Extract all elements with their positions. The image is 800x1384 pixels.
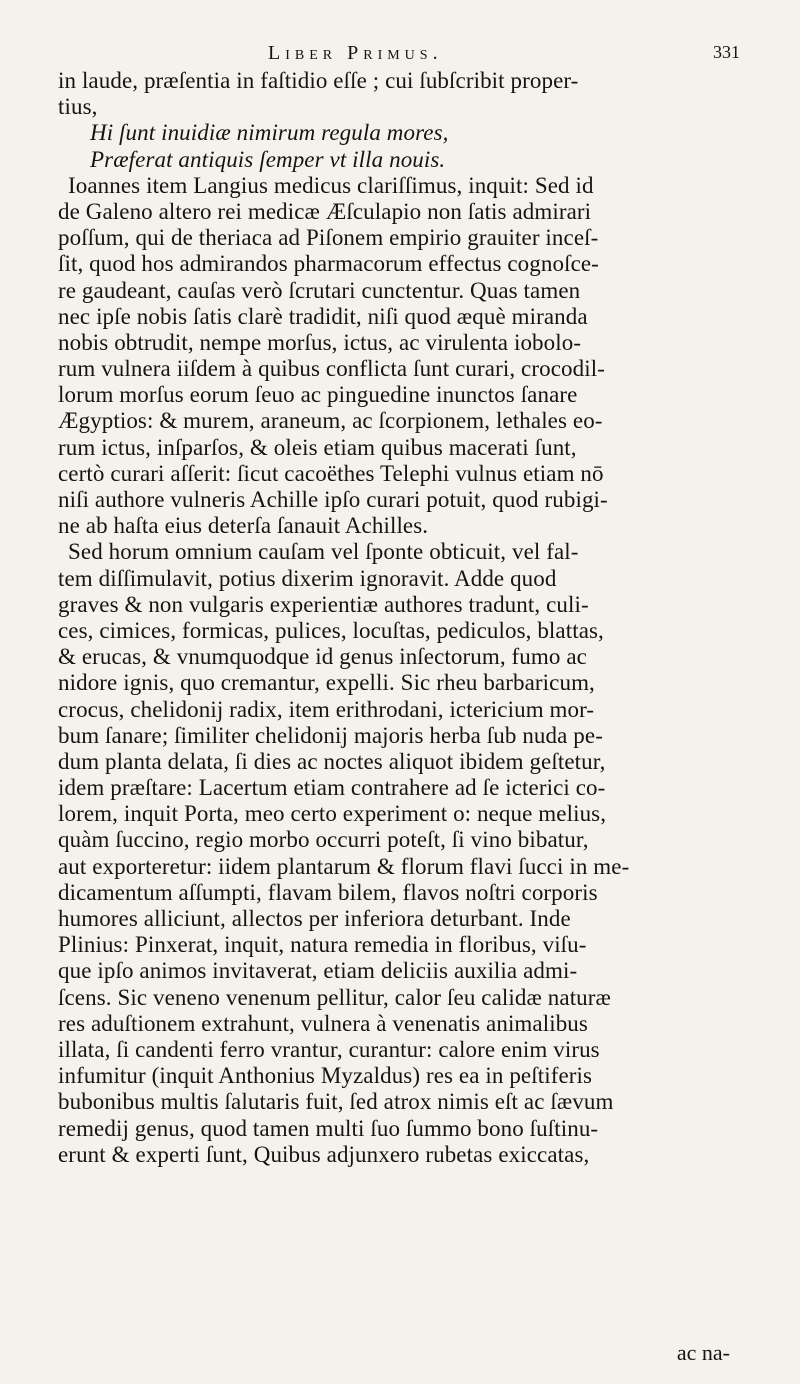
text-line: poſſum, qui de theriaca ad Piſonem empirio grauiter inceſ-	[58, 225, 599, 251]
text-line: dum planta delata, ſi dies ac noctes aliquot ibidem geſtetur,	[58, 748, 606, 774]
text-line: illata, ſi candenti ferro vrantur, curantur: calore enim virus	[58, 1036, 600, 1062]
text-line: lorum morſus eorum ſeuo ac pinguedine inunctos ſanare	[58, 382, 578, 408]
text-line: nec ipſe nobis ſatis clarè tradidit, niſi quod æquè miranda	[58, 303, 588, 329]
text-line: niſi authore vulneris Achille ipſo curari potuit, quod rubigi-	[58, 487, 608, 512]
text-line: crocus, chelidonij radix, item erithrodani, ictericium mor-	[58, 696, 595, 722]
text-line: ſcens. Sic veneno venenum pellitur, calor ſeu calidæ naturæ	[58, 984, 611, 1010]
running-title: Liber Primus.	[268, 42, 443, 64]
text-line: Ioannes item Langius medicus clariſſimus, inquit: Sed id	[68, 172, 594, 198]
text-line: bum ſanare; ſimiliter chelidonij majoris herba ſub nuda pe-	[58, 722, 603, 748]
text-line: humores alliciunt, allectos per inferiora deturbant. Inde	[58, 906, 571, 931]
text-line: erunt & experti ſunt, Quibus adjunxero rubetas exiccatas,	[58, 1141, 590, 1167]
text-line: rum ictus, inſparſos, & oleis etiam quibus macerati ſunt,	[58, 434, 577, 460]
text-line: ſit, quod hos admirandos pharmacorum effectus cognoſce-	[58, 251, 599, 277]
text-line: tem diſſimulavit, potius dixerim ignoravit. Adde quod	[58, 565, 557, 591]
text-line: rum vulnera iiſdem à quibus conflicta ſunt curari, crocodil-	[58, 356, 605, 382]
catchword: ac na-	[676, 1340, 730, 1365]
verse-line: Præferat antiquis ſemper vt illa nouis.	[90, 146, 446, 172]
text-line: ne ab haſta eius deterſa ſanauit Achilles.	[58, 513, 429, 539]
text-line: Plinius: Pinxerat, inquit, natura remedia in floribus, viſu-	[58, 932, 587, 958]
page-number: 331	[713, 42, 740, 62]
text-line: tius,	[58, 94, 98, 120]
text-line: quàm ſuccino, regio morbo occurri poteſt, ſi vino bibatur,	[58, 827, 589, 853]
text-line: de Galeno altero rei medicæ Æſculapio non ſatis admirari	[58, 198, 592, 224]
text-line: in laude, præſentia in faſtidio eſſe ; cui ſubſcribit proper-	[58, 68, 579, 93]
text-line: Ægyptios: & murem, araneum, ac ſcorpionem, lethales eo-	[58, 408, 603, 434]
text-line: & erucas, & vnumquodque id genus inſectorum, fumo ac	[58, 644, 587, 670]
text-line: aut exporteretur: iidem plantarum & florum flavi ſucci in me-	[58, 853, 630, 879]
text-line: dicamentum aſſumpti, flavam bilem, flavos noſtri corporis	[58, 879, 598, 905]
text-line: nidore ignis, quo cremantur, expelli. Sic rheu barbaricum,	[58, 670, 595, 696]
text-line: res aduſtionem extrahunt, vulnera à venenatis animalibus	[58, 1010, 588, 1036]
text-line: infumitur (inquit Anthonius Myzaldus) res ea in peſtiferis	[58, 1063, 593, 1089]
text-line: Sed horum omnium cauſam vel ſponte obticuit, vel fal-	[68, 539, 579, 565]
body-text	[58, 68, 758, 1168]
text-line: remedij genus, quod tamen multi ſuo ſummo bono ſuſtinu-	[58, 1115, 599, 1141]
text-line: que ipſo animos invitaverat, etiam deliciis auxilia admi-	[58, 958, 578, 984]
text-line: lorem, inquit Porta, meo certo experiment o: neque melius,	[58, 801, 607, 827]
page-header	[0, 40, 800, 70]
text-line: re gaudeant, cauſas verò ſcrutari cunctentur. Quas tamen	[58, 277, 581, 303]
text-line: ces, cimices, formicas, pulices, locuſtas, pediculos, blattas,	[58, 617, 604, 643]
text-line: graves & non vulgaris experientiæ authores tradunt, culi-	[58, 591, 589, 617]
text-line: bubonibus multis ſalutaris fuit, ſed atrox nimis eſt ac ſævum	[58, 1089, 614, 1115]
text-line: certò curari aſſerit: ſicut cacoëthes Telephi vulnus etiam nō	[58, 460, 604, 486]
text-line: nobis obtrudit, nempe morſus, ictus, ac virulenta iobolo-	[58, 329, 582, 355]
verse-line: Hi ſunt inuidiæ nimirum regula mores,	[90, 120, 449, 146]
text-line: idem præſtare: Lacertum etiam contrahere ad ſe icterici co-	[58, 775, 606, 801]
